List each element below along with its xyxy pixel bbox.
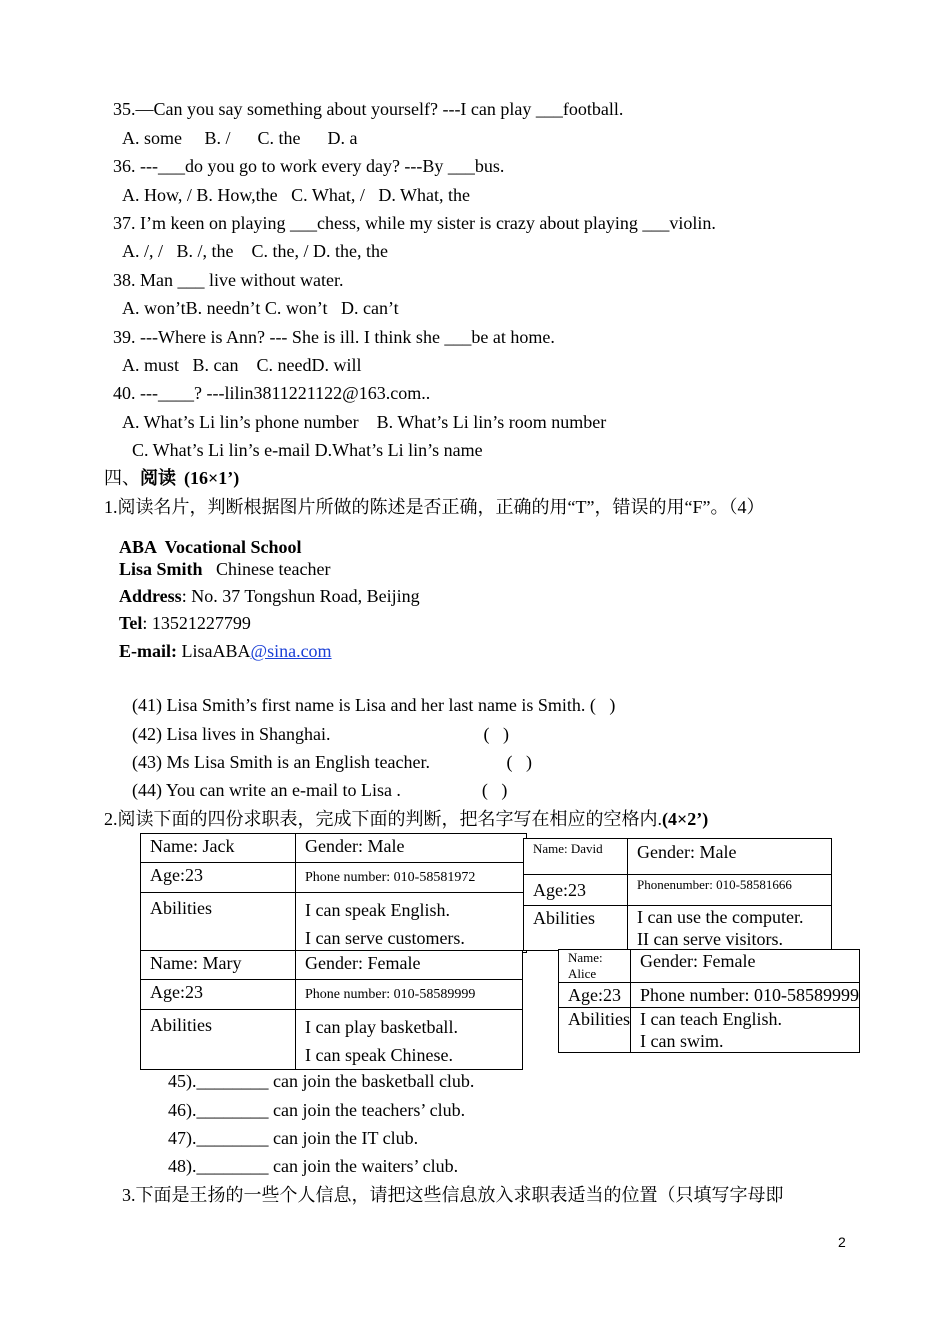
jack-gender: Gender: Male <box>296 834 527 863</box>
section-score: (16×1’) <box>184 468 240 488</box>
statement-44: (44) You can write an e-mail to Lisa . ( ) <box>132 780 508 800</box>
question-38-stem: 38. Man ___ live without water. <box>113 270 344 290</box>
question-36-stem: 36. ---___do you go to work every day? ---By ___bus. <box>113 156 505 176</box>
question-37-stem: 37. I’m keen on playing ___chess, while my sister is crazy about playing ___violin. <box>113 213 716 233</box>
mary-name: Name: Mary <box>141 951 296 980</box>
section-prefix: 四、 <box>104 468 140 488</box>
reading2-instruction: 2.阅读下面的四份求职表，完成下面的判断，把名字写在相应的空格内. <box>104 809 662 829</box>
application-form-mary <box>140 950 523 1070</box>
reading3-instruction: 3.下面是王扬的一些个人信息，请把这些信息放入求职表适当的位置（只填写字母即 <box>122 1185 784 1205</box>
card-tel-label: Tel <box>119 613 143 633</box>
card-address-label: Address <box>119 586 182 606</box>
statement-42: (42) Lisa lives in Shanghai. ( ) <box>132 724 509 744</box>
card-school: ABA Vocational School <box>119 537 302 557</box>
reading1-instruction: 1.阅读名片，判断根据图片所做的陈述是否正确，正确的用“T”，错误的用“F”。（4） <box>104 497 765 517</box>
question-36-options: A. How, / B. How,the C. What, / D. What, the <box>122 185 470 205</box>
question-39-options: A. must B. can C. needD. will <box>122 355 362 375</box>
alice-phone: Phone number: 010-58589999 <box>631 983 860 1008</box>
alice-ability-1: I can teach English. <box>640 1009 782 1029</box>
alice-gender: Gender: Female <box>631 950 860 983</box>
david-ability-2: II can serve visitors. <box>637 929 783 949</box>
card-job: Chinese teacher <box>202 559 331 579</box>
david-phone: Phonenumber: 010-58581666 <box>628 875 832 906</box>
blank-46: 46).________ can join the teachers’ club. <box>168 1100 466 1120</box>
question-35-options: A. some B. / C. the D. a <box>122 128 358 148</box>
card-email-user: LisaABA <box>177 641 251 661</box>
application-form-alice <box>558 949 860 1053</box>
jack-ability-1: I can speak English. <box>305 900 450 920</box>
card-address: : No. 37 Tongshun Road, Beijing <box>181 586 420 606</box>
application-form-jack <box>140 833 527 953</box>
reading2-score: (4×2’) <box>662 809 709 829</box>
card-name: Lisa Smith <box>119 559 203 579</box>
jack-ability-2: I can serve customers. <box>305 928 465 948</box>
card-email-link[interactable]: @sina.com <box>250 641 332 661</box>
jack-abilities <box>296 893 527 953</box>
card-tel: : 13521227799 <box>142 613 251 633</box>
statement-41: (41) Lisa Smith’s first name is Lisa and her last name is Smith. ( ) <box>132 695 616 715</box>
mary-ability-2: I can speak Chinese. <box>305 1045 453 1065</box>
jack-phone: Phone number: 010-58581972 <box>296 863 527 893</box>
alice-age: Age:23 <box>559 983 631 1008</box>
david-abilities <box>628 906 832 951</box>
question-40-options-2: C. What’s Li lin’s e-mail D.What’s Li lin’s name <box>132 440 483 460</box>
section-heading <box>104 467 239 489</box>
jack-abilities-label: Abilities <box>141 893 296 953</box>
question-38-options: A. won’tB. needn’t C. won’t D. can’t <box>122 298 399 318</box>
question-39-stem: 39. ---Where is Ann? --- She is ill. I think she ___be at home. <box>113 327 555 347</box>
reading2-instruction-line <box>104 808 708 830</box>
question-35-stem: 35.—Can you say something about yourself? ---I can play ___football. <box>113 99 624 119</box>
question-40-stem: 40. ---____? ---lilin3811221122@163.com.. <box>113 383 431 403</box>
jack-age: Age:23 <box>141 863 296 893</box>
david-ability-1: I can use the computer. <box>637 907 804 927</box>
blank-48: 48).________ can join the waiters’ club. <box>168 1156 459 1176</box>
jack-name: Name: Jack <box>141 834 296 863</box>
alice-ability-2: I can swim. <box>640 1031 724 1051</box>
alice-abilities <box>631 1008 860 1053</box>
card-tel-line <box>119 612 251 634</box>
mary-gender: Gender: Female <box>296 951 523 980</box>
david-gender: Gender: Male <box>628 839 832 875</box>
card-email-line <box>119 640 332 662</box>
mary-age: Age:23 <box>141 980 296 1010</box>
alice-name: Name: Alice <box>559 950 631 983</box>
david-age: Age:23 <box>524 875 628 906</box>
alice-abilities-label: Abilities <box>559 1008 631 1053</box>
david-name: Name: David <box>524 839 628 875</box>
mary-abilities <box>296 1010 523 1070</box>
blank-47: 47).________ can join the IT club. <box>168 1128 419 1148</box>
mary-ability-1: I can play basketball. <box>305 1017 458 1037</box>
statement-43: (43) Ms Lisa Smith is an English teacher. ( ) <box>132 752 532 772</box>
card-address-line <box>119 585 420 607</box>
question-40-options: A. What’s Li lin’s phone number B. What’s Li lin’s room number <box>122 412 607 432</box>
blank-45: 45).________ can join the basketball club. <box>168 1071 475 1091</box>
section-title: 阅读 <box>140 468 176 488</box>
card-email-label: E-mail: <box>119 641 177 661</box>
mary-abilities-label: Abilities <box>141 1010 296 1070</box>
mary-phone: Phone number: 010-58589999 <box>296 980 523 1010</box>
david-abilities-label: Abilities <box>524 906 628 951</box>
page-number: 2 <box>838 1234 846 1250</box>
card-name-line <box>119 558 330 580</box>
question-37-options: A. /, / B. /, the C. the, / D. the, the <box>122 241 388 261</box>
application-form-david <box>523 838 832 951</box>
